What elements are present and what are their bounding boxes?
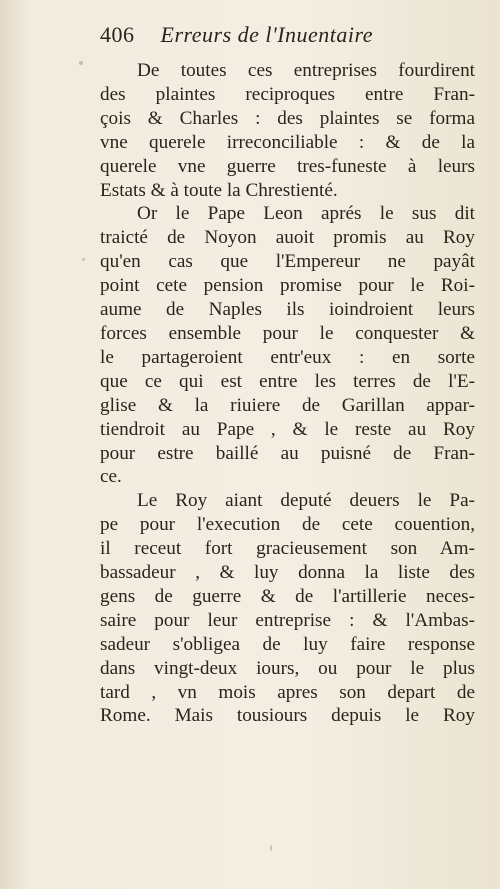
- text-line: des plaintes reciproques entre Fran-: [100, 83, 475, 105]
- text-line: Estats & à toute la Chrestienté.: [100, 179, 338, 201]
- page-header: [100, 22, 470, 48]
- text-line: sadeur s'obligea de luy faire response: [100, 633, 475, 655]
- text-line: qu'en cas que l'Empereur ne payât: [100, 251, 475, 273]
- text-line: tiendroit au Pape , & le reste au Roy: [100, 418, 475, 440]
- text-line: De toutes ces entreprises fourdirent: [137, 60, 475, 81]
- text-line: aume de Naples ils ioindroient leurs: [100, 299, 475, 321]
- text-line: ce.: [100, 466, 122, 488]
- text-line: Or le Pape Leon aprés le sus dit: [137, 203, 475, 225]
- paper-speck: [270, 845, 272, 851]
- text-line: pe pour l'execution de cete couention,: [100, 514, 475, 536]
- text-line: çois & Charles : des plaintes se forma: [100, 107, 475, 129]
- text-line: le partageroient entr'eux : en sorte: [100, 346, 475, 368]
- body-text: [100, 59, 475, 728]
- text-line: Le Roy aiant deputé deuers le Pa-: [137, 490, 475, 512]
- text-line: point cete pension promise pour le Roi-: [100, 275, 475, 297]
- text-line: vne querele irreconciliable : & de la: [100, 131, 475, 153]
- paper-speck: [82, 258, 85, 261]
- text-line: saire pour leur entreprise : & l'Ambas-: [100, 609, 475, 631]
- text-line: pour estre baillé au puisné de Fran-: [100, 442, 475, 464]
- text-line: il receut fort gracieusement son Am-: [100, 538, 475, 560]
- running-title: Erreurs de l'Inuentaire: [160, 22, 374, 47]
- text-line: glise & la riuiere de Garillan appar-: [100, 394, 475, 416]
- text-line: dans vingt-deux iours, ou pour le plus: [100, 657, 475, 679]
- text-line: tard , vn mois apres son depart de: [100, 681, 475, 703]
- text-line: traicté de Noyon auoit promis au Roy: [100, 227, 475, 249]
- text-line: forces ensemble pour le conquester &: [100, 322, 475, 344]
- page-number: 406: [100, 22, 135, 47]
- text-line: querele vne guerre tres-funeste à leurs: [100, 155, 475, 177]
- paper-speck: [79, 61, 83, 65]
- text-line: que ce qui est entre les terres de l'E-: [100, 370, 475, 392]
- text-line: bassadeur , & luy donna la liste des: [100, 562, 475, 584]
- text-line: gens de guerre & de l'artillerie neces-: [100, 585, 475, 607]
- text-line: Rome. Mais tousiours depuis le Roy: [100, 705, 475, 727]
